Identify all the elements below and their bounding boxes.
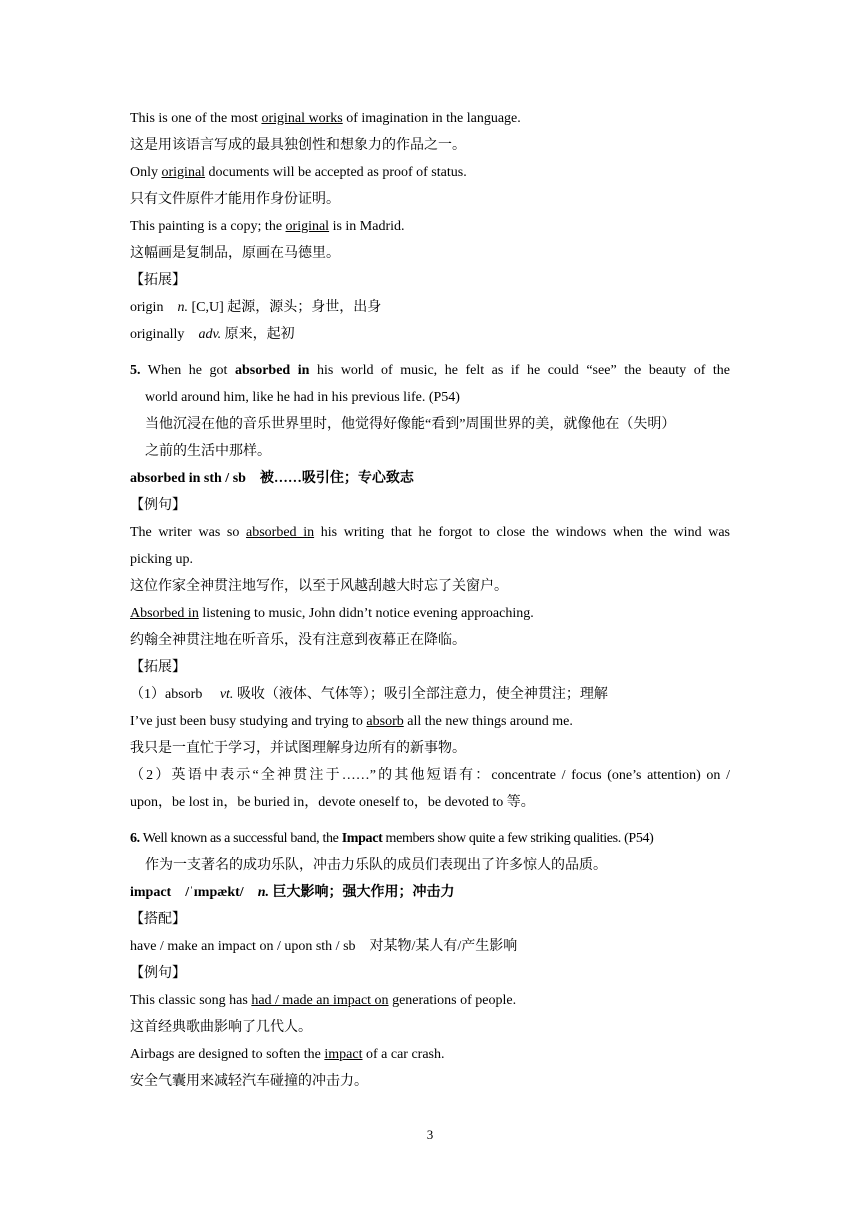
section-label: 【拓展】 [130, 273, 186, 288]
question-translation: 作为一支著名的成功乐队，冲击力乐队的成员们表现出了许多惊人的品质。 [145, 858, 607, 873]
example-sentence: The writer was so absorbed in his writing that he forgot to close the windows when the wind was [130, 525, 730, 540]
example-sentence: picking up. [130, 552, 193, 567]
example-sentence: Absorbed in listening to music, John didn’t notice evening approaching. [130, 606, 534, 621]
example-sentence: This painting is a copy; the original is in Madrid. [130, 219, 405, 234]
question-sentence: 6. Well known as a successful band, the Impact members show quite a few striking qualities. (P54) [130, 831, 654, 846]
question-sentence: world around him, like he had in his previous life. (P54) [145, 390, 460, 405]
example-translation: 安全气囊用来减轻汽车碰撞的冲击力。 [130, 1074, 368, 1089]
phrase-heading: absorbed in sth / sb 被……吸引住；专心致志 [130, 471, 414, 486]
example-translation: 这幅画是复制品，原画在马德里。 [130, 246, 340, 261]
example-sentence: This is one of the most original works of imagination in the language. [130, 111, 521, 126]
example-sentence: Only original documents will be accepted as proof of status. [130, 165, 467, 180]
document-page [130, 105, 730, 1095]
question-translation: 当他沉浸在他的音乐世界里时，他觉得好像能“看到”周围世界的美，就像他在（失明） [145, 417, 676, 432]
example-translation: 这首经典歌曲影响了几代人。 [130, 1020, 312, 1035]
example-sentence: Airbags are designed to soften the impact of a car crash. [130, 1047, 445, 1062]
example-translation: 只有文件原件才能用作身份证明。 [130, 192, 340, 207]
extension-item: originally adv. 原来，起初 [130, 327, 295, 342]
example-sentence: This classic song has had / made an impact on generations of people. [130, 993, 517, 1008]
extension-item: origin n. [C,U] 起源，源头；身世，出身 [130, 300, 382, 315]
example-translation: 这是用该语言写成的最具独创性和想象力的作品之一。 [130, 138, 466, 153]
section-label: 【搭配】 [130, 912, 186, 927]
page-number: 3 [426, 1127, 434, 1142]
example-translation: 约翰全神贯注地在听音乐，没有注意到夜幕正在降临。 [130, 633, 466, 648]
section-label: 【例句】 [130, 966, 186, 981]
word-heading: impact /ˈɪmpækt/ n. 巨大影响；强大作用；冲击力 [130, 885, 455, 900]
extension-item: upon，be lost in，be buried in，devote oneself to，be devoted to 等。 [130, 795, 535, 810]
example-translation: 这位作家全神贯注地写作，以至于风越刮越大时忘了关窗户。 [130, 579, 508, 594]
question-translation: 之前的生活中那样。 [145, 444, 271, 459]
question-sentence: 5. When he got absorbed in his world of music, he felt as if he could “see” the beauty of the [130, 363, 730, 378]
collocation-item: have / make an impact on / upon sth / sb 对某物/某人有/产生影响 [130, 939, 518, 954]
example-sentence: I’ve just been busy studying and trying to absorb all the new things around me. [130, 714, 573, 729]
section-label: 【拓展】 [130, 660, 186, 675]
section-label: 【例句】 [130, 498, 186, 513]
extension-item: （2）英语中表示“全神贯注于……”的其他短语有：concentrate / focus (one’s attention) on / [130, 768, 730, 783]
example-translation: 我只是一直忙于学习，并试图理解身边所有的新事物。 [130, 741, 466, 756]
extension-item: （1）absorb vt. 吸收（液体、气体等）；吸引全部注意力，使全神贯注；理解 [130, 687, 608, 702]
